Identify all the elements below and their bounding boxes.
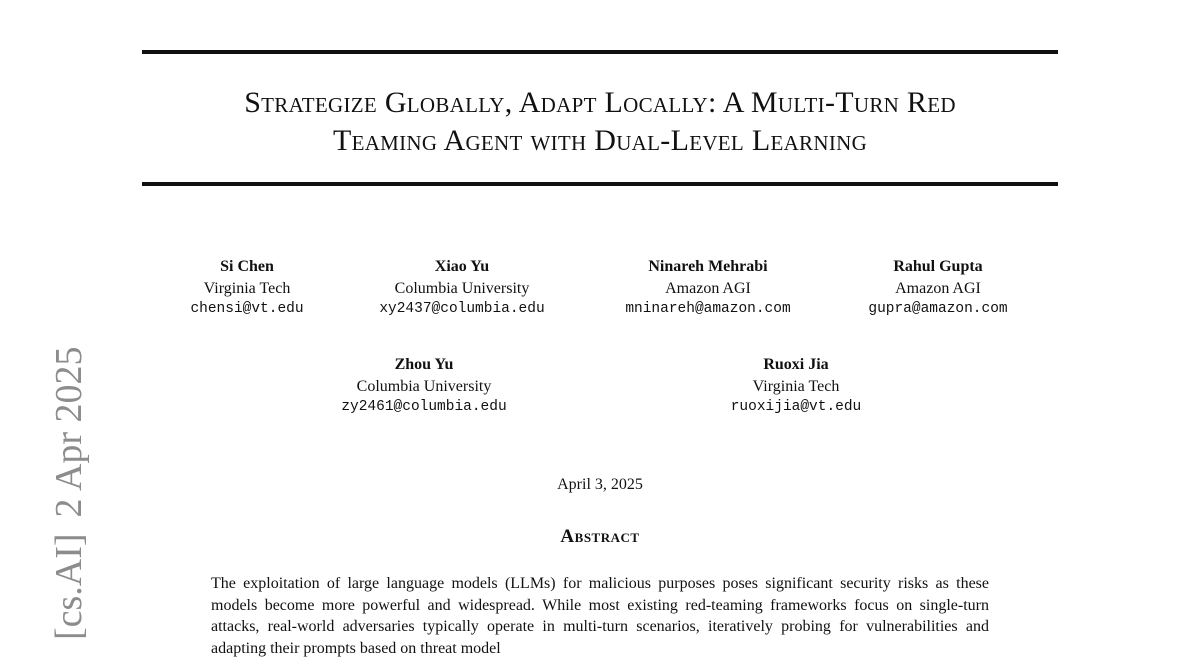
author-block — [304, 354, 544, 419]
title-bottom-rule — [142, 182, 1058, 186]
title-top-rule — [142, 50, 1058, 54]
author-email[interactable]: gupra@amazon.com — [868, 301, 1008, 317]
arxiv-stamp — [50, 330, 88, 640]
author-affiliation: Virginia Tech — [752, 377, 840, 395]
paper-title-line-1: Strategize Globally, Adapt Locally: A Multi-Turn Red — [244, 86, 956, 119]
arxiv-date: 2 Apr 2025 — [48, 346, 90, 518]
author-block — [342, 256, 582, 321]
author-name: Ruoxi Jia — [763, 356, 829, 373]
author-email[interactable]: xy2437@columbia.edu — [379, 301, 545, 317]
author-name: Zhou Yu — [394, 356, 454, 373]
author-affiliation: Columbia University — [394, 279, 530, 297]
author-name: Si Chen — [220, 258, 274, 275]
paper-date: April 3, 2025 — [557, 476, 643, 493]
author-email[interactable]: zy2461@columbia.edu — [341, 399, 507, 415]
author-block — [818, 256, 1058, 321]
author-affiliation: Virginia Tech — [203, 279, 291, 297]
author-affiliation: Amazon AGI — [665, 279, 751, 297]
author-name: Rahul Gupta — [893, 258, 983, 275]
author-block — [676, 354, 916, 419]
paper-title-line-2: Teaming Agent with Dual-Level Learning — [332, 124, 868, 157]
abstract-body: The exploitation of large language models (LLMs) for malicious purposes poses significant security risks as these models become more powerful and widespread. While most existing red-teaming frameworks focus on single-turn attacks, real-world adversaries typically operate in multi-turn scenarios, iteratively probing for vulnerabilities and adapting their prompts based on threat model — [211, 575, 989, 657]
author-email[interactable]: chensi@vt.edu — [190, 301, 304, 317]
author-email[interactable]: ruoxijia@vt.edu — [730, 399, 862, 415]
author-affiliation: Amazon AGI — [895, 279, 981, 297]
author-name: Ninareh Mehrabi — [648, 258, 768, 275]
author-block — [588, 256, 828, 321]
paper-title — [142, 84, 1058, 160]
author-affiliation: Columbia University — [356, 377, 492, 395]
abstract-heading: Abstract — [560, 526, 640, 547]
author-name: Xiao Yu — [434, 258, 490, 275]
arxiv-category[interactable]: [cs.AI] — [48, 533, 90, 640]
author-block — [127, 256, 367, 321]
author-email[interactable]: mninareh@amazon.com — [625, 301, 791, 317]
